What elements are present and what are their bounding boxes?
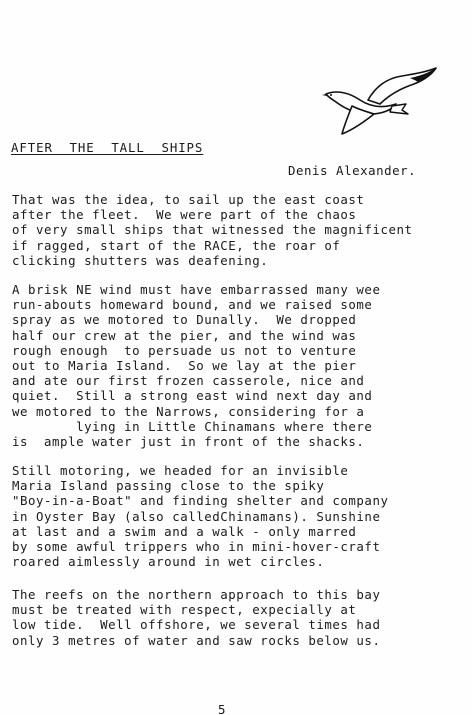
text-line: after the fleet. We were part of the chaos	[12, 207, 357, 223]
article-title: AFTER THE TALL SHIPS	[11, 140, 204, 155]
text-line: A brisk NE wind must have embarrassed many wee	[12, 282, 381, 297]
text-line: rough enough to persuade us not to venture	[12, 342, 357, 358]
text-line: The reefs on the northern approach to this bay	[12, 587, 381, 602]
text-line: half our crew at the pier, and the wind was	[12, 327, 357, 343]
page-number: 5	[218, 702, 227, 715]
text-line: of very small ships that witnessed the magnificent	[12, 222, 413, 238]
text-line: quiet. Still a strong east wind next day and	[12, 388, 373, 404]
text-line: That was the idea, to sail up the east coast	[12, 192, 365, 207]
text-line: in Oyster Bay (also calledChinamans). Sunshine	[12, 508, 381, 524]
text-line: lying in Little Chinamans where there	[12, 418, 373, 434]
seagull-illustration-icon	[322, 64, 440, 136]
text-line: "Boy-in-a-Boat" and finding shelter and company	[12, 493, 389, 509]
text-line: is ample water just in front of the shacks.	[12, 433, 365, 449]
text-line: by some awful trippers who in mini-hover-craft	[12, 538, 381, 554]
text-line: run-abouts homeward bound, and we raised some	[12, 297, 373, 313]
text-line: if ragged, start of the RACE, the roar of	[12, 237, 341, 253]
text-line: we motored to the Narrows, considering for a	[12, 403, 365, 419]
text-line: spray as we motored to Dunally. We dropped	[12, 312, 357, 328]
text-line: only 3 metres of water and saw rocks below us.	[12, 632, 381, 648]
text-line: must be treated with respect, expecially at	[12, 602, 357, 618]
text-line: low tide. Well offshore, we several times had	[12, 617, 381, 633]
text-line: Maria Island passing close to the spiky	[12, 478, 325, 494]
author-name: Denis Alexander.	[288, 163, 417, 178]
paragraph-4	[12, 587, 380, 648]
text-line: out to Maria Island. So we lay at the pier	[12, 357, 357, 373]
text-line: and ate our first frozen casserole, nice and	[12, 373, 365, 389]
text-line: Still motoring, we headed for an invisible	[12, 463, 349, 478]
paragraph-3	[12, 463, 388, 569]
text-line: clicking shutters was deafening.	[12, 252, 269, 268]
paragraph-1	[12, 192, 413, 268]
text-line: at last and a swim and a walk - only marred	[12, 523, 357, 539]
paragraph-2	[12, 282, 380, 449]
text-line: roared aimlessly around in wet circles.	[12, 554, 325, 570]
